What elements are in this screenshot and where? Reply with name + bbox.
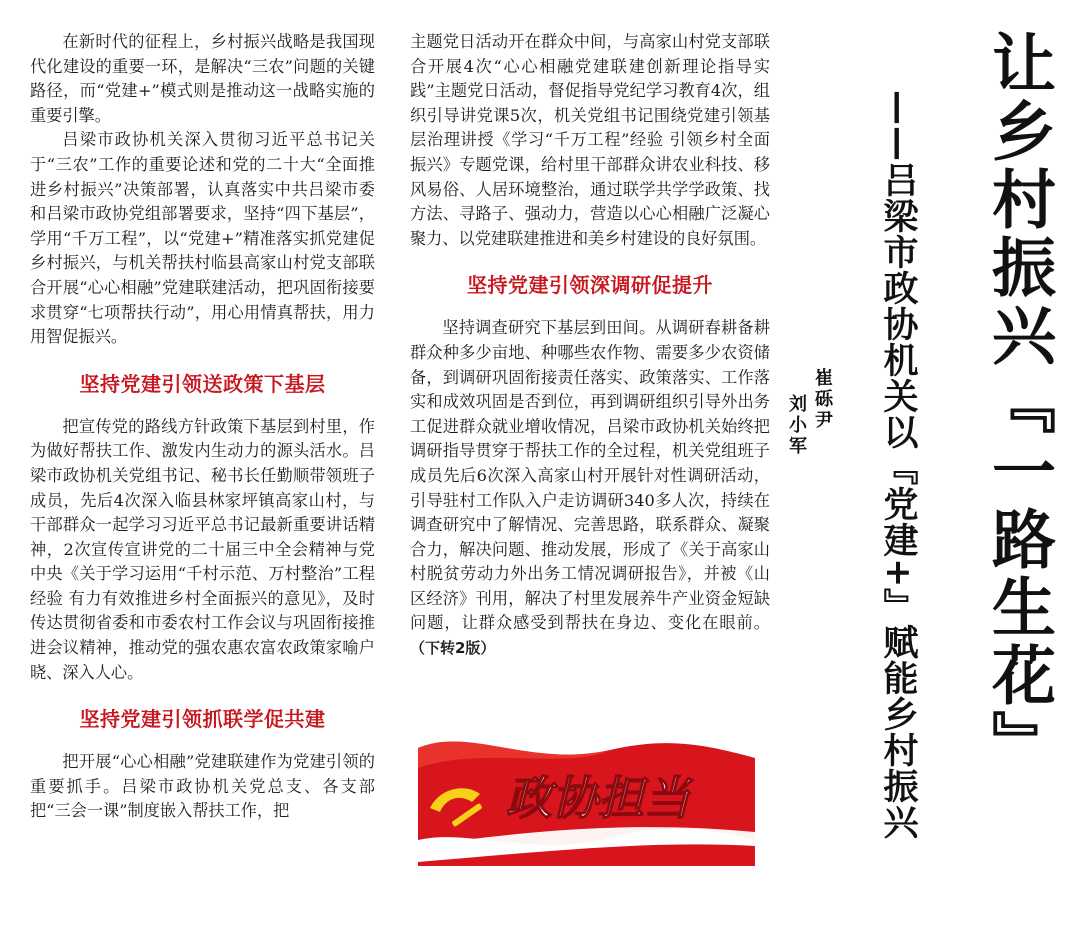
section1-paragraph: 把宣传党的路线方针政策下基层到村里，作为做好帮扶工作、激发内生动力的源头活水。吕梁市政协机关党组书记、秘书长任勤顺带领班子成员，先后4次深入临县林家坪镇高家山村，与干部群众一起学习习近平总书记最新重要讲话精神，2次宣传宣讲党的二十届三中全会精神与党中央《关于学习运用“千村示范、万村整治”工程经验 有力有效推进乡村全面振兴的意见》，及时传达贯彻省委和市委农村工作会议与巩固衔接推进会议精神，推动党的强农惠农富农政策家喻户晓、深入人心。 xyxy=(30,416,375,682)
turn-page-note: （下转2版） xyxy=(410,639,496,658)
article-column-1 xyxy=(30,30,375,824)
author-byline xyxy=(786,368,835,457)
author-2: 刘小军 xyxy=(786,394,807,457)
section3-text: 坚持调查研究下基层到田间。从调研春耕备耕群众种多少亩地、种哪些农作物、需要多少农资储备，到调研巩固衔接责任落实、政策落实、工作落实和成效巩固是否到位，再到调研组织引导外出务工促进群众就业增收情况，吕梁市政协机关始终把调研指导贯穿于帮扶工作的全过程，机关党组班子成员先后6次深入高家山村开展针对性调研活动，引导驻村工作队入户走访调研340多人次，持续在调查研究中了解情况、完善思路，联系群众、凝聚合力，解决问题、推动发展，形成了《关于高家山村脱贫劳动力外出务工情况调研报告》，并被《山区经济》刊用，解决了村里发展养牛产业资金短缺问题，让群众感受到帮扶在身边、变化在眼前。 xyxy=(410,318,770,633)
intro-paragraph-1: 在新时代的征程上，乡村振兴战略是我国现代化建设的重要一环，是解决“三农”问题的关键路径，而“党建+”模式则是推动这一战略实施的重要引擎。 xyxy=(30,32,375,125)
headline-subtitle: ——吕梁市政协机关以『党建+』赋能乡村振兴 xyxy=(878,90,918,841)
zhengxie-dandang-banner xyxy=(410,728,765,866)
section2-heading: 坚持党建引领抓联学促共建 xyxy=(79,707,326,732)
banner-text: 政协担当 xyxy=(506,771,690,825)
section3-heading: 坚持党建引领深调研促提升 xyxy=(467,273,713,298)
continued-paragraph: 主题党日活动开在群众中间，与高家山村党支部联合开展4次“心心相融党建联建创新理论指导实践”主题党日活动，督促指导党纪学习教育4次，组织引导讲党课5次，机关党组书记围绕党建引领基层治理讲授《学习“千万工程”经验 引领乡村全面振兴》专题党课，给村里干部群众讲农业科技、移风易俗、人居环境整治，通过联学共学学政策、找方法、寻路子、强动力，营造以心心相融广泛凝心聚力、以党建联建推进和美乡村建设的良好氛围。 xyxy=(410,32,770,248)
intro-paragraph-2: 吕梁市政协机关深入贯彻习近平总书记关于“三农”工作的重要论述和党的二十大“全面推进乡村振兴”决策部署，认真落实中共吕梁市委和吕梁市政协党组部署要求，坚持“四下基层”，学用“千万工程”，以“党建+”精准落实抓党建促乡村振兴，与机关帮扶村临县高家山村党支部联合开展“心心相融”党建联建活动，把巩固衔接要求贯穿“七项帮扶行动”，用心用情真帮扶，用力用智促振兴。 xyxy=(30,130,375,347)
headline-title: 让乡村振兴『一路生花』 xyxy=(981,30,1055,778)
section2-paragraph: 把开展“心心相融”党建联建作为党建引领的重要抓手。吕梁市政协机关党总支、各支部把“三会一课”制度嵌入帮扶工作，把 xyxy=(30,752,375,821)
section1-heading: 坚持党建引领送政策下基层 xyxy=(79,371,326,396)
article-column-2 xyxy=(410,30,770,661)
section3-paragraph xyxy=(410,316,770,660)
author-1: 崔砾尹 xyxy=(812,368,833,431)
